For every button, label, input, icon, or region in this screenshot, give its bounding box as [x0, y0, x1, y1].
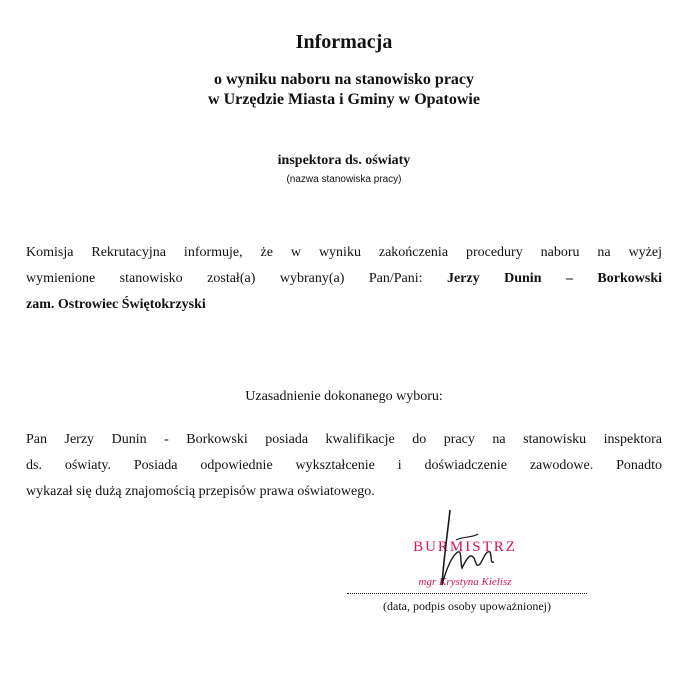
justification-line1: Pan Jerzy Dunin - Borkowski posiada kwalifikacje do pracy na stanowisku inspektora: [26, 432, 662, 447]
selected-person: Jerzy Dunin – Borkowski: [447, 271, 663, 286]
justification-heading: Uzasadnienie dokonanego wyboru:: [245, 389, 443, 404]
document-subtitle-line2: w Urzędzie Miasta i Gminy w Opatowie: [208, 91, 480, 108]
justification-line2: ds. oświaty. Posiada odpowiednie wykształcenie i doświadczenie zawodowe. Ponadto: [26, 458, 662, 473]
justification-paragraph: [26, 427, 662, 505]
handwritten-signature: [420, 500, 510, 600]
stamp-name: mgr Krystyna Kielisz: [418, 576, 512, 588]
position-name: inspektora ds. oświaty: [277, 153, 411, 168]
document-title: Informacja: [295, 31, 393, 53]
document-subtitle-line1: o wyniku naboru na stanowisko pracy: [213, 71, 475, 88]
signature-line: [347, 593, 587, 594]
announcement-line1: Komisja Rekrutacyjna informuje, że w wyniku zakończenia procedury naboru na wyżej: [26, 245, 662, 260]
position-hint: (nazwa stanowiska pracy): [286, 174, 402, 185]
signature-hint: (data, podpis osoby upoważnionej): [383, 599, 551, 613]
announcement-line2-text: wymienione stanowisko został(a) wybrany(a) Pan/Pani:: [26, 271, 423, 286]
announcement-paragraph: [26, 240, 662, 318]
stamp-title: BURMISTRZ: [413, 539, 517, 555]
announcement-line2: [26, 266, 662, 292]
justification-line3: wykazał się dużą znajomością przepisów prawa oświatowego.: [26, 484, 375, 499]
residence: zam. Ostrowiec Świętokrzyski: [26, 297, 206, 312]
